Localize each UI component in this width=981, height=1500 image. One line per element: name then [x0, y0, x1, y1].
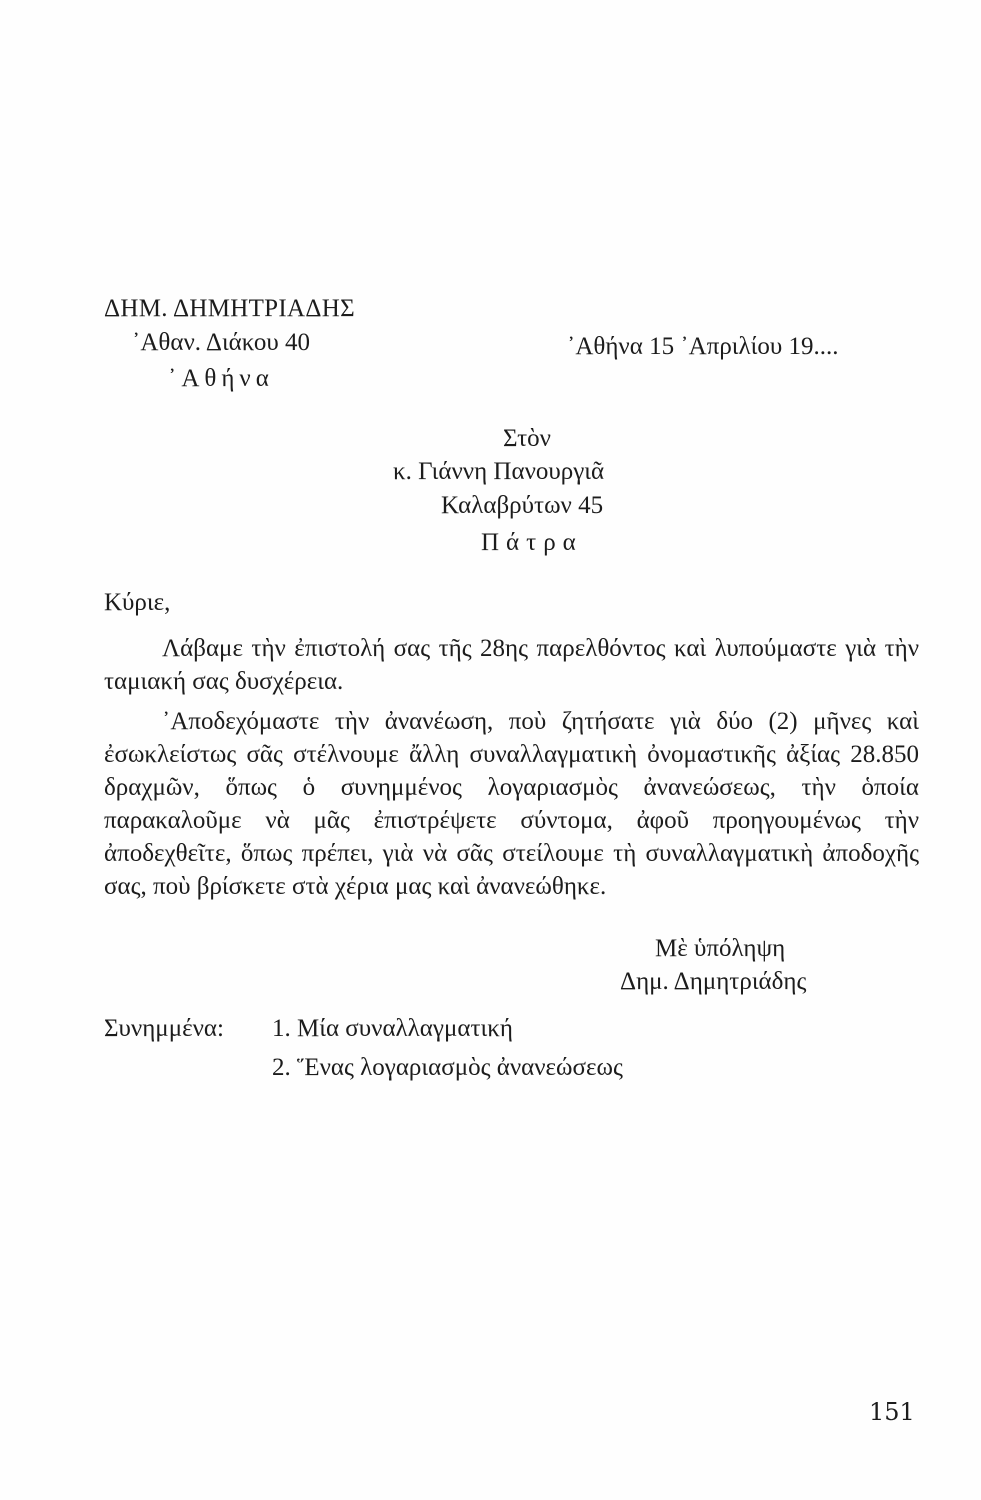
attachment-item: 2. Ἕνας λογαριασμὸς ἀνανεώσεως	[272, 1054, 623, 1081]
signature: Δημ. Δημητριάδης	[620, 968, 807, 995]
body-paragraph-1: Λάβαμε τὴν ἐπιστολή σας τῆς 28ης παρελθόντος καὶ λυπούμαστε γιὰ τὴν ταμιακή σας δυσχέρεια.	[104, 635, 919, 695]
body-paragraph-2: ᾿Αποδεχόμαστε τὴν ἀνανέωση, ποὺ ζητήσατε γιὰ δύο (2) μῆνες καὶ ἐσωκλείστως σᾶς στέλνουμε ἄλλη συναλλαγματικὴ ὀνομαστικῆς ἀξίας 28.850 δραχμῶν, ὅπως ὁ συνημμένος λογαριασμὸς ἀνανεώσεως, τὴν ὁποία παρακαλοῦμε νὰ μᾶς ἐπιστρέψετε σύντομα, ἀφοῦ προηγουμένως τὴν ἀποδεχθεῖτε, ὅπως πρέπει, γιὰ νὰ σᾶς στείλουμε τὴ συναλλαγματικὴ ἀποδοχῆς σας, ποὺ βρίσκετε στὰ χέρια μας καὶ ἀνανεώθηκε.	[104, 708, 919, 900]
attachments-label: Συνημμένα:	[104, 1015, 224, 1042]
recipient-street: Καλαβρύτων 45	[441, 492, 604, 519]
attachment-item: 1. Μία συναλλαγματική	[272, 1015, 513, 1042]
recipient-city: Πάτρα	[481, 529, 583, 556]
letter-date: ᾿Αθήνα 15 ᾿Απριλίου 19....	[567, 333, 839, 360]
sender-city: ᾿Αθήνα	[168, 365, 274, 392]
salutation: Κύριε,	[104, 589, 171, 616]
sender-name: ΔΗΜ. ΔΗΜΗΤΡΙΑΔΗΣ	[104, 295, 355, 322]
sender-street: ᾿Αθαν. Διάκου 40	[132, 329, 310, 356]
recipient-name: κ. Γιάννη Πανουργιᾶ	[393, 458, 605, 485]
closing: Μὲ ὑπόληψη	[655, 935, 786, 962]
page-number: 151	[869, 1398, 915, 1426]
recipient-label: Στὸν	[503, 425, 551, 452]
